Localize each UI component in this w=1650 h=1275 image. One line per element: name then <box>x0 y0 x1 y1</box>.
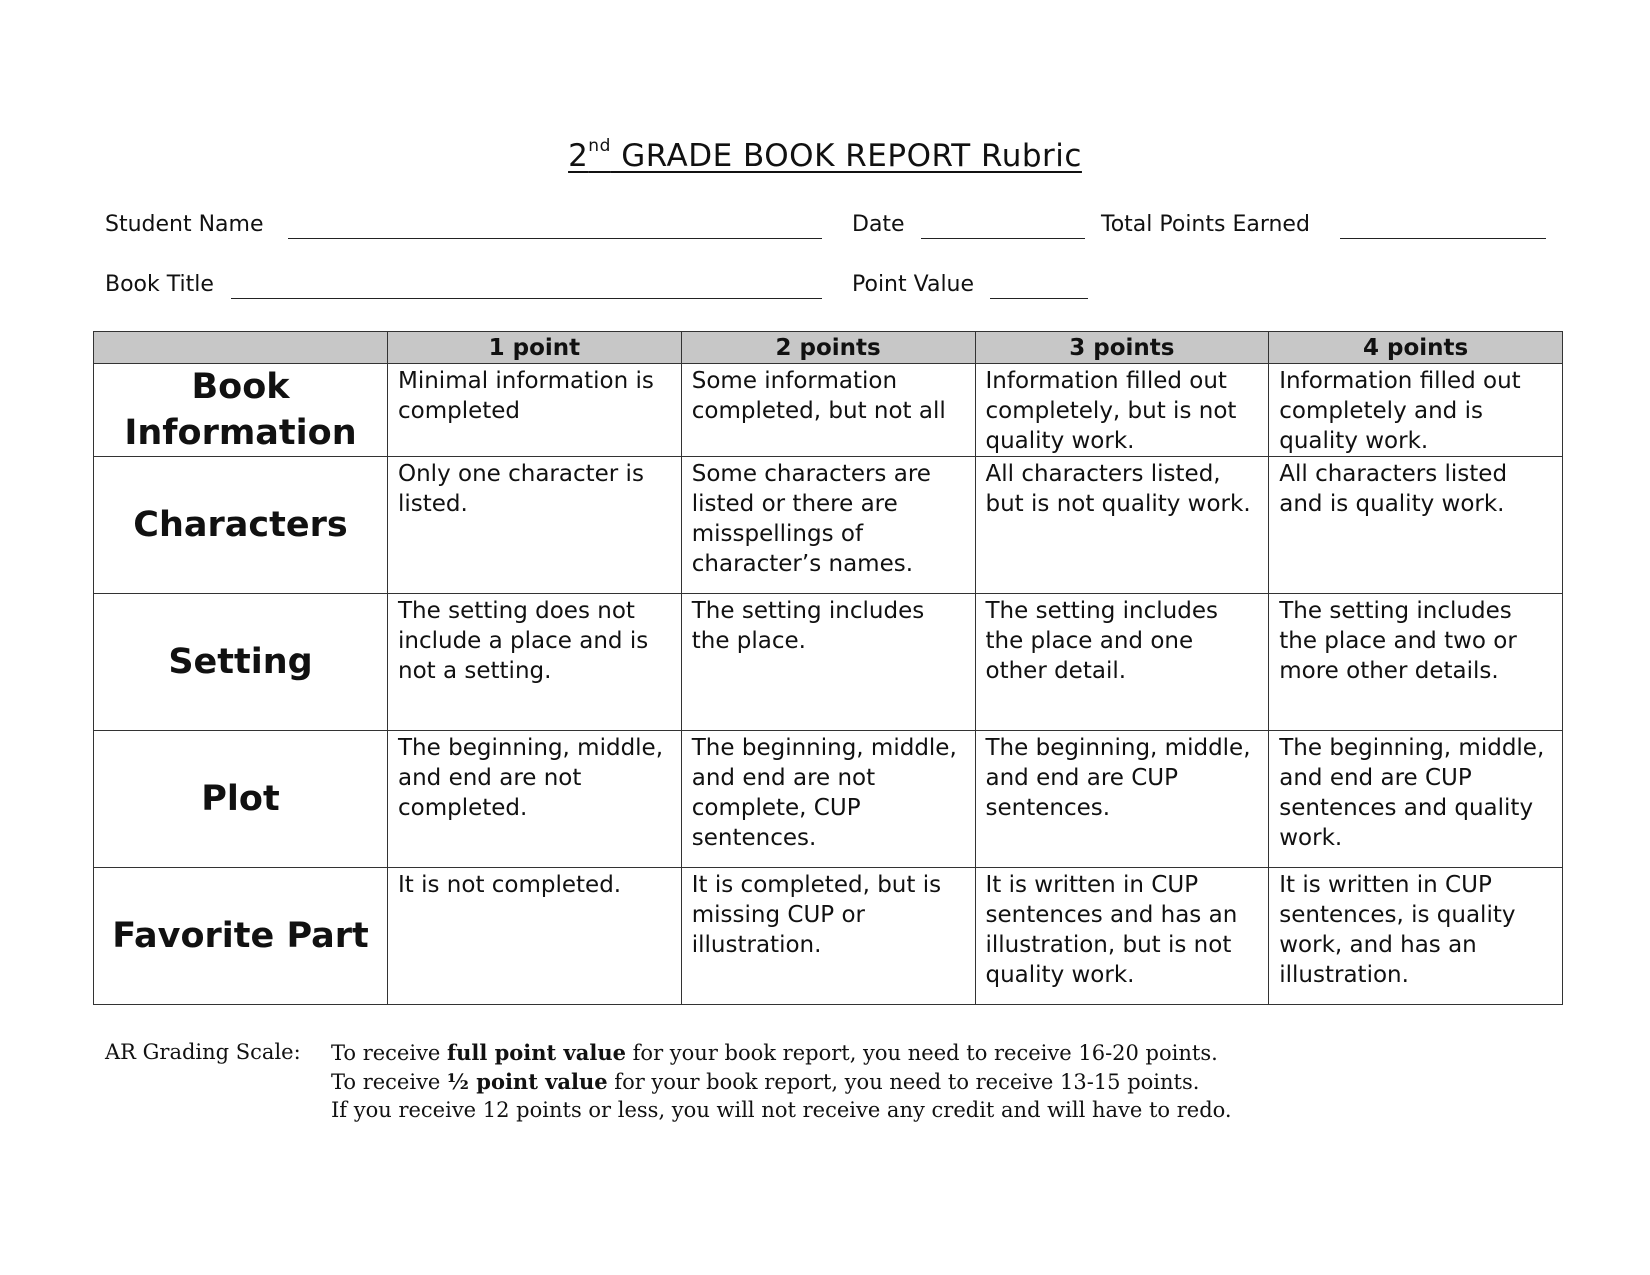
table-cell: Only one character is listed. <box>388 457 682 594</box>
grading-scale-line-2-pre: To receive <box>331 1070 448 1094</box>
table-row <box>94 364 1563 457</box>
title-grade-number: 2 <box>568 138 589 174</box>
table-cell: The beginning, middle, and end are not complete, CUP sentences. <box>681 731 975 868</box>
grading-scale-line-1 <box>331 1038 1218 1068</box>
table-cell: It is written in CUP sentences, is quality work, and has an illustration. <box>1269 868 1563 1005</box>
grading-scale-line-2-bold: ½ point value <box>447 1069 608 1094</box>
title-grade-suffix: nd <box>588 136 611 156</box>
category-favorite-part: Favorite Part <box>94 868 388 1005</box>
table-cell: Information filled out completely, but is not quality work. <box>975 364 1269 457</box>
table-cell: All characters listed and is quality work. <box>1269 457 1563 594</box>
total-points-line[interactable] <box>1340 238 1546 239</box>
grading-scale-label: AR Grading Scale: <box>105 1040 301 1064</box>
table-cell: The beginning, middle, and end are not completed. <box>388 731 682 868</box>
point-value-line[interactable] <box>990 298 1088 299</box>
table-cell: Minimal information is completed <box>388 364 682 457</box>
table-cell: It is not completed. <box>388 868 682 1005</box>
table-row <box>94 457 1563 594</box>
table-cell: The setting does not include a place and is not a setting. <box>388 594 682 731</box>
table-row <box>94 594 1563 731</box>
table-header-row <box>94 332 1563 364</box>
book-title-label: Book Title <box>105 272 214 297</box>
header-1-point: 1 point <box>388 332 682 364</box>
table-cell: The setting includes the place and two or more other details. <box>1269 594 1563 731</box>
header-4-points: 4 points <box>1269 332 1563 364</box>
table-cell: The setting includes the place and one other detail. <box>975 594 1269 731</box>
category-characters: Characters <box>94 457 388 594</box>
grading-scale-line-1-post: for your book report, you need to receive 16-20 points. <box>625 1041 1218 1065</box>
title-text: GRADE BOOK REPORT Rubric <box>610 138 1082 174</box>
total-points-label: Total Points Earned <box>1101 212 1310 237</box>
table-cell: The beginning, middle, and end are CUP sentences and quality work. <box>1269 731 1563 868</box>
table-cell: Some information completed, but not all <box>681 364 975 457</box>
page-title <box>0 136 1650 174</box>
point-value-label: Point Value <box>852 272 975 297</box>
header-2-points: 2 points <box>681 332 975 364</box>
grading-scale-line-1-bold: full point value <box>447 1040 626 1065</box>
grading-scale-line-1-pre: To receive <box>331 1041 448 1065</box>
header-3-points: 3 points <box>975 332 1269 364</box>
table-cell: Information filled out completely and is quality work. <box>1269 364 1563 457</box>
date-line[interactable] <box>921 238 1085 239</box>
table-cell: Some characters are listed or there are misspellings of character’s names. <box>681 457 975 594</box>
table-cell: The beginning, middle, and end are CUP sentences. <box>975 731 1269 868</box>
category-book-information: Book Information <box>94 364 388 457</box>
table-row <box>94 731 1563 868</box>
category-plot: Plot <box>94 731 388 868</box>
book-title-line[interactable] <box>231 298 822 299</box>
category-setting: Setting <box>94 594 388 731</box>
rubric-table <box>93 331 1563 1005</box>
student-name-label: Student Name <box>105 212 264 237</box>
date-label: Date <box>852 212 905 237</box>
grading-scale-line-2-post: for your book report, you need to receive 13-15 points. <box>607 1070 1200 1094</box>
table-row <box>94 868 1563 1005</box>
grading-scale-line-3: If you receive 12 points or less, you will not receive any credit and will have to redo. <box>331 1098 1232 1122</box>
table-cell: All characters listed, but is not quality work. <box>975 457 1269 594</box>
table-cell: It is completed, but is missing CUP or illustration. <box>681 868 975 1005</box>
table-cell: It is written in CUP sentences and has an illustration, but is not quality work. <box>975 868 1269 1005</box>
student-name-line[interactable] <box>288 238 822 239</box>
grading-scale-line-2 <box>331 1067 1199 1097</box>
table-cell: The setting includes the place. <box>681 594 975 731</box>
header-blank-cell <box>94 332 388 364</box>
